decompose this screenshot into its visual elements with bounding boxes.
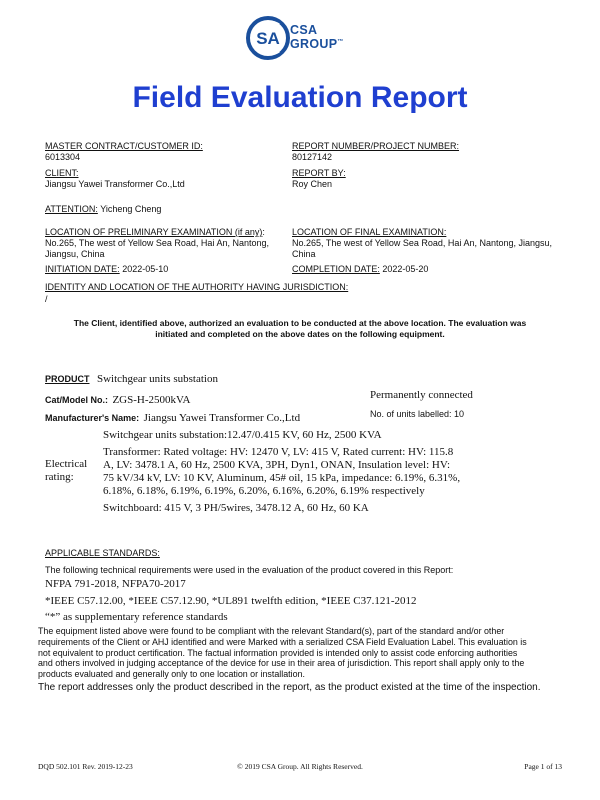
scope-note: The report addresses only the product described in the report, as the product existed at the time of the inspection. xyxy=(38,682,541,693)
manufacturer-value: Jiangsu Yawei Transformer Co.,Ltd xyxy=(143,412,301,424)
compliance-line: not equivalent to product certification. The factual information provided is intended only to assist code enforcing authorities xyxy=(38,647,518,658)
standards-line1: NFPA 791-2018, NFPA70-2017 xyxy=(45,578,186,590)
master-contract-value: 6013304 xyxy=(45,152,81,162)
manufacturer-row xyxy=(45,408,300,426)
authority-value: / xyxy=(45,294,48,304)
prelim-location-line1: No.265, The west of Yellow Sea Road, Hai An, Nantong, xyxy=(45,238,269,248)
footer-copyright: © 2019 CSA Group. All Rights Reserved. xyxy=(237,762,363,771)
attention-value: Yicheng Cheng xyxy=(100,204,162,214)
initiation-date-label: INITIATION DATE: xyxy=(45,264,120,274)
standards-intro: The following technical requirements were used in the evaluation of the product covered in this Report: xyxy=(45,565,454,575)
transformer-rating-line: 75 kV/34 kV, LV: 10 KV, Aluminum, 45# oil, 15 kPa, impedance: 6.19%, 6.31%, xyxy=(103,472,461,484)
final-location-line2: China xyxy=(292,249,316,259)
prelim-location-line2: Jiangsu, China xyxy=(45,249,105,259)
page-title: Field Evaluation Report xyxy=(132,81,468,114)
csa-logo-icon xyxy=(246,14,294,62)
completion-date-label: COMPLETION DATE: xyxy=(292,264,380,274)
completion-date-value: 2022-05-20 xyxy=(382,264,429,274)
logo-monogram: SA xyxy=(256,29,280,48)
model-label: Cat/Model No.: xyxy=(45,395,108,405)
manufacturer-label: Manufacturer's Name: xyxy=(45,413,140,423)
model-value: ZGS-H-2500kVA xyxy=(112,394,191,406)
substation-rating: Switchgear units substation:12.47/0.415 KV, 60 Hz, 2500 KVA xyxy=(103,429,382,441)
switchboard-rating: Switchboard: 415 V, 3 PH/5wires, 3478.12 A, 60 Hz, 60 KA xyxy=(103,502,369,514)
logo-brand-text xyxy=(290,24,344,50)
report-by-value: Roy Chen xyxy=(292,179,333,189)
prelim-location-label-row: LOCATION OF PRELIMINARY EXAMINATION (if any): xyxy=(45,227,265,237)
report-by-label: REPORT BY: xyxy=(292,168,346,178)
model-row xyxy=(45,390,190,408)
attention-row xyxy=(45,204,161,215)
product-label: PRODUCT xyxy=(45,374,90,384)
client-value: Jiangsu Yawei Transformer Co.,Ltd xyxy=(45,179,185,189)
client-label: CLIENT: xyxy=(45,168,79,178)
authorization-line2: initiated and completed on the above dates on the following equipment. xyxy=(155,329,445,339)
units-labelled: No. of units labelled: 10 xyxy=(370,409,465,419)
final-location-label: LOCATION OF FINAL EXAMINATION: xyxy=(292,227,447,237)
initiation-date-row xyxy=(45,264,168,275)
compliance-paragraph xyxy=(38,626,527,680)
product-row xyxy=(45,369,218,387)
product-value: Switchgear units substation xyxy=(96,373,218,385)
attention-label: ATTENTION: xyxy=(45,204,98,214)
logo-brand-line1: CSA xyxy=(290,23,318,37)
electrical-rating-label: Electrical rating: xyxy=(45,458,88,483)
report-number-label: REPORT NUMBER/PROJECT NUMBER: xyxy=(292,141,460,151)
footer-page-number: Page 1 of 13 xyxy=(524,762,562,771)
compliance-line: and others involved in judging acceptance of the device for use in their area of jurisdiction. This report shall apply only to the xyxy=(38,658,525,669)
standards-line2: *IEEE C57.12.00, *IEEE C57.12.90, *UL891 twelfth edition, *IEEE C37.121-2012 xyxy=(45,595,417,607)
logo-brand-line2: GROUP™ xyxy=(290,37,344,52)
prelim-location-label: LOCATION OF PRELIMINARY EXAMINATION (if any) xyxy=(45,227,263,237)
compliance-line: requirements of the Client or AHJ identified and were Marked with a serialized CSA Field Evaluation Label. This evaluation is xyxy=(38,636,527,647)
master-contract-label: MASTER CONTRACT/CUSTOMER ID: xyxy=(45,141,203,151)
transformer-rating-line: 6.18%, 6.18%, 6.19%, 6.19%, 6.20%, 6.16%, 6.20%, 6.19% respectively xyxy=(103,485,425,497)
authorization-line1: The Client, identified above, authorized an evaluation to be conducted at the above location. The evaluation was xyxy=(73,318,527,328)
standards-label: APPLICABLE STANDARDS: xyxy=(45,548,160,558)
transformer-rating-line: A, LV: 3478.1 A, 60 Hz, 2500 KVA, 3PH, Dyn1, ONAN, Insulation level: HV: xyxy=(103,459,450,471)
transformer-rating xyxy=(103,446,460,498)
connection-type: Permanently connected xyxy=(370,389,473,401)
standards-line3: “*” as supplementary reference standards xyxy=(45,611,228,623)
compliance-line: products evaluated and generally only to one location or installation. xyxy=(38,669,305,680)
transformer-rating-line: Transformer: Rated voltage: HV: 12470 V, LV: 415 V, Rated current: HV: 115.8 xyxy=(103,446,454,458)
report-number-value: 80127142 xyxy=(292,152,333,162)
final-location-line1: No.265, The west of Yellow Sea Road, Hai An, Nantong, Jiangsu, xyxy=(292,238,553,248)
completion-date-row xyxy=(292,264,428,275)
footer-doc-id: DQD 502.101 Rev. 2019-12-23 xyxy=(38,762,133,771)
authority-label: IDENTITY AND LOCATION OF THE AUTHORITY HAVING JURISDICTION: xyxy=(45,282,349,292)
compliance-line: The equipment listed above were found to be compliant with the relevant Standard(s), part of the standard and/or other xyxy=(38,626,505,636)
authorization-statement xyxy=(20,318,580,340)
initiation-date-value: 2022-05-10 xyxy=(122,264,169,274)
